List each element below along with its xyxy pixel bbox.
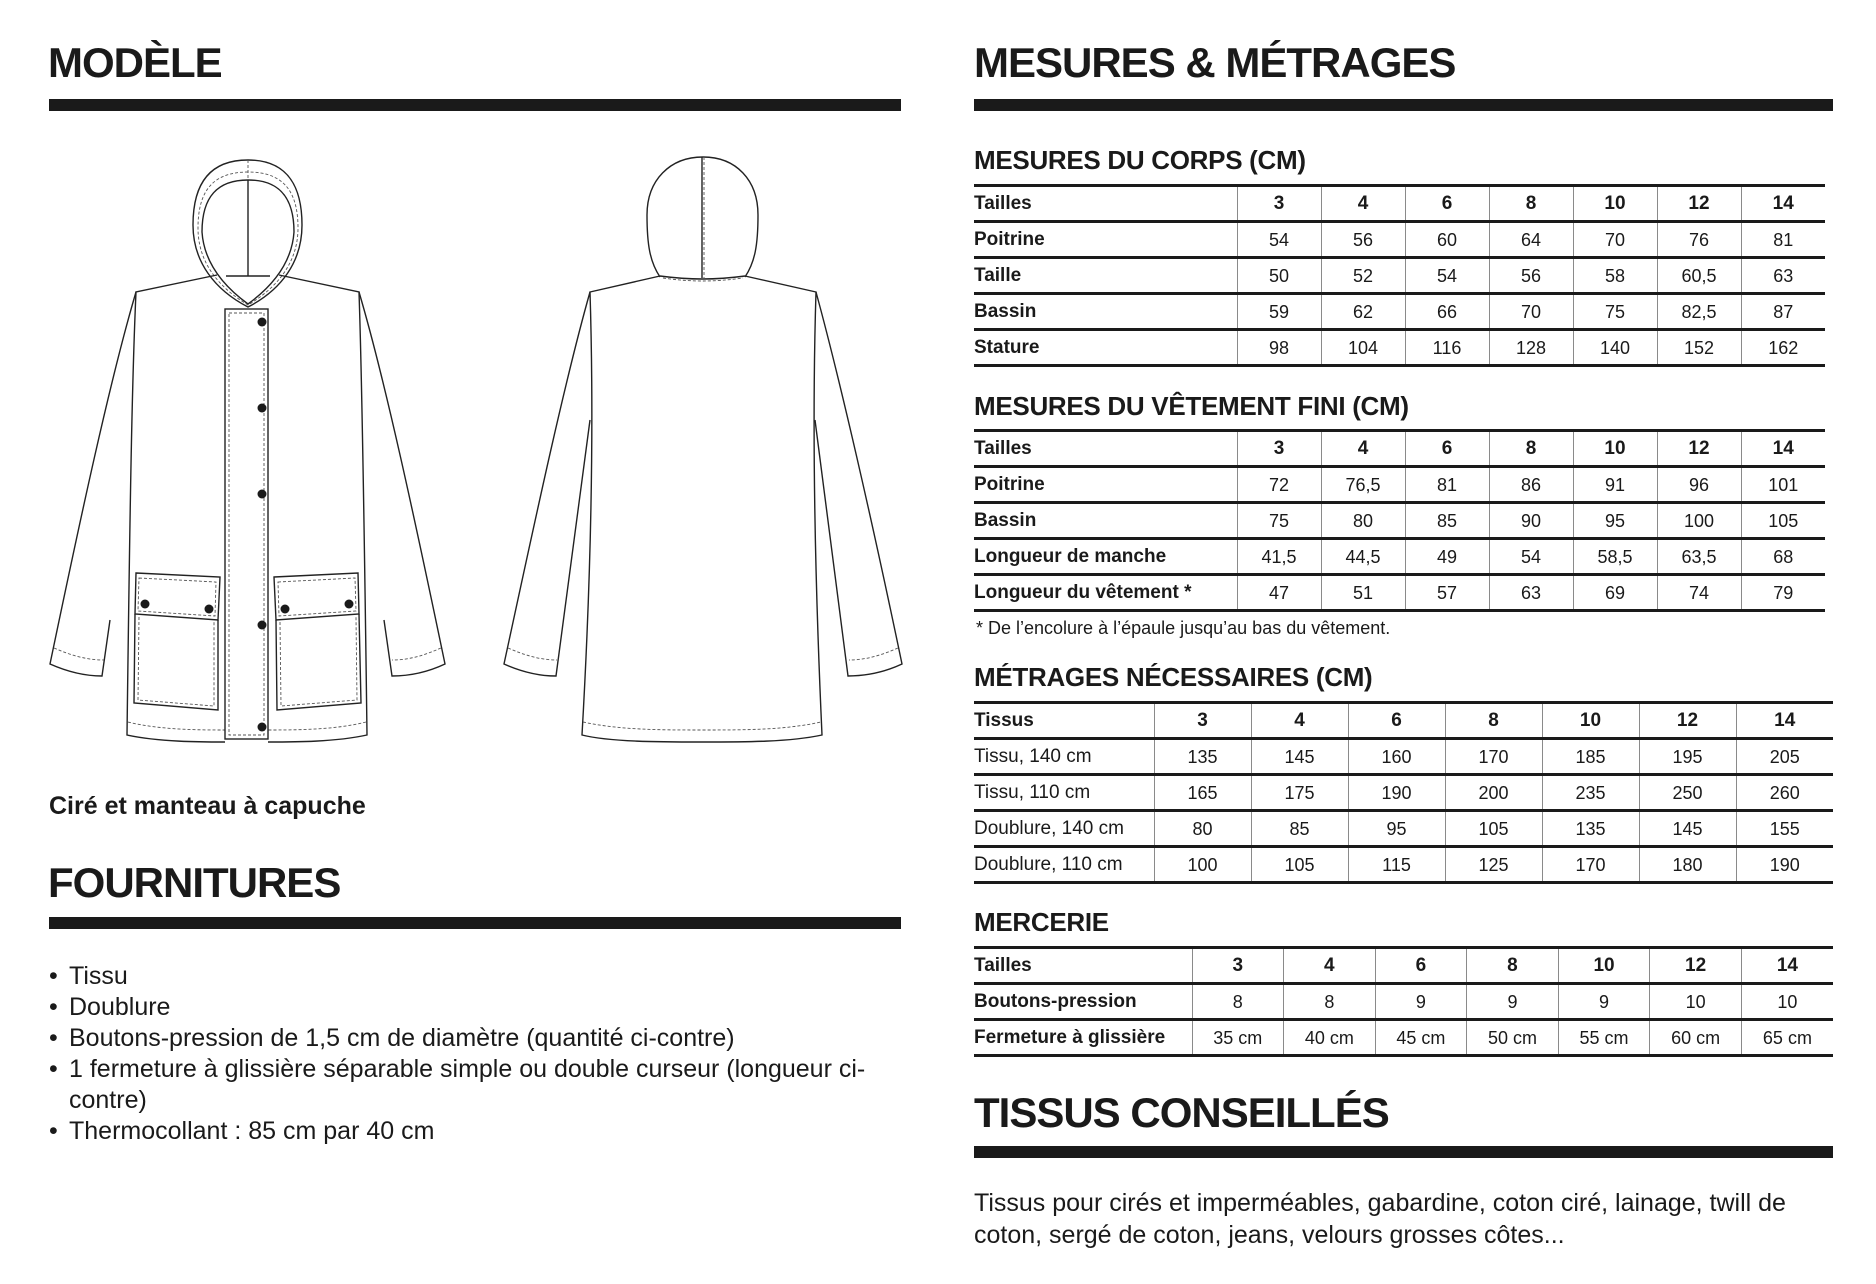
table-cell: 81 [1405, 467, 1489, 503]
notions-title: MERCERIE [974, 907, 1109, 937]
table-cell: 79 [1741, 575, 1825, 611]
section-divider [49, 917, 901, 929]
table-cell: 75 [1237, 503, 1321, 539]
table-cell: 12 [1657, 431, 1741, 467]
table-cell: 87 [1741, 294, 1825, 330]
table-cell: 75 [1573, 294, 1657, 330]
table-header-row [974, 703, 1833, 739]
table-row [974, 258, 1825, 294]
table-row [974, 294, 1825, 330]
table-cell: 62 [1321, 294, 1405, 330]
table-cell: 60 [1405, 222, 1489, 258]
table-cell: 96 [1657, 467, 1741, 503]
row-label: Taille [974, 258, 1237, 294]
row-label: Poitrine [974, 467, 1237, 503]
body-measurements-title: MESURES DU CORPS (CM) [974, 145, 1306, 175]
table-row [974, 467, 1825, 503]
table-cell: 175 [1251, 775, 1348, 811]
table-cell: 14 [1741, 186, 1825, 222]
table-cell: 104 [1321, 330, 1405, 366]
table-cell: 235 [1542, 775, 1639, 811]
table-cell: 9 [1558, 984, 1650, 1020]
table-cell: 105 [1251, 847, 1348, 883]
table-cell: 200 [1445, 775, 1542, 811]
section-divider [49, 99, 901, 111]
table-cell: 125 [1445, 847, 1542, 883]
fabrics-text: Tissus pour cirés et imperméables, gabardine, coton ciré, lainage, twill de coton, sergé de coton, jeans, velours grosses côtes... [974, 1189, 1786, 1249]
table-cell: 10 [1573, 186, 1657, 222]
table-cell: 9 [1375, 984, 1467, 1020]
footnote: * De l’encolure à l’épaule jusqu’au bas du vêtement. [976, 618, 1391, 638]
supplies-item: • Doublure [49, 992, 869, 1023]
table-cell: 105 [1741, 503, 1825, 539]
table-cell: 82,5 [1657, 294, 1741, 330]
snap-button-icon [258, 318, 267, 327]
fabrics-title: TISSUS CONSEILLÉS [974, 1089, 1389, 1136]
table-cell: 10 [1573, 431, 1657, 467]
table-cell: 162 [1741, 330, 1825, 366]
row-label: Tissu, 110 cm [974, 775, 1154, 811]
table-cell: 6 [1405, 186, 1489, 222]
table-cell: 95 [1573, 503, 1657, 539]
table-row [974, 503, 1825, 539]
table-cell: 70 [1573, 222, 1657, 258]
yardage-table [974, 701, 1833, 884]
row-label: Stature [974, 330, 1237, 366]
table-cell: 4 [1284, 948, 1376, 984]
table-cell: 57 [1405, 575, 1489, 611]
table-cell: 128 [1489, 330, 1573, 366]
table-cell: 4 [1321, 431, 1405, 467]
table-cell: 51 [1321, 575, 1405, 611]
table-row [974, 739, 1833, 775]
right-pocket [274, 573, 361, 710]
row-label: Boutons-pression [974, 984, 1192, 1020]
table-row [974, 539, 1825, 575]
table-cell: 8 [1192, 984, 1284, 1020]
table-cell: 40 cm [1284, 1020, 1376, 1056]
placket [225, 309, 268, 739]
table-header-row [974, 948, 1833, 984]
table-row [974, 330, 1825, 366]
table-cell: 100 [1657, 503, 1741, 539]
table-header-row [974, 431, 1825, 467]
table-cell: 170 [1445, 739, 1542, 775]
table-cell: 44,5 [1321, 539, 1405, 575]
row-label: Tailles [974, 431, 1237, 467]
table-cell: 105 [1445, 811, 1542, 847]
front-view-drawing [40, 150, 460, 750]
table-cell: 165 [1154, 775, 1251, 811]
table-header-row [974, 186, 1825, 222]
table-row [974, 984, 1833, 1020]
table-row [974, 847, 1833, 883]
finished-measurements-table [974, 429, 1825, 612]
table-cell: 115 [1348, 847, 1445, 883]
supplies-item: • Thermocollant : 85 cm par 40 cm [49, 1116, 869, 1147]
table-cell: 74 [1657, 575, 1741, 611]
table-cell: 76 [1657, 222, 1741, 258]
row-label: Fermeture à glissière [974, 1020, 1192, 1056]
row-label: Bassin [974, 503, 1237, 539]
table-cell: 58,5 [1573, 539, 1657, 575]
table-cell: 6 [1348, 703, 1445, 739]
table-cell: 54 [1489, 539, 1573, 575]
table-cell: 54 [1405, 258, 1489, 294]
row-label: Bassin [974, 294, 1237, 330]
table-cell: 190 [1348, 775, 1445, 811]
table-row [974, 1020, 1833, 1056]
snap-button-icon [258, 404, 267, 413]
table-row [974, 575, 1825, 611]
table-cell: 155 [1736, 811, 1833, 847]
table-cell: 6 [1375, 948, 1467, 984]
measurements-title: MESURES & MÉTRAGES [974, 39, 1456, 86]
hood [193, 160, 302, 307]
row-label: Longueur du vêtement * [974, 575, 1237, 611]
supplies-title: FOURNITURES [48, 859, 341, 906]
table-cell: 185 [1542, 739, 1639, 775]
table-cell: 54 [1237, 222, 1321, 258]
table-cell: 85 [1251, 811, 1348, 847]
body-measurements-table [974, 184, 1825, 367]
table-cell: 14 [1736, 703, 1833, 739]
table-cell: 100 [1154, 847, 1251, 883]
table-cell: 195 [1639, 739, 1736, 775]
supplies-item: • 1 fermeture à glissière séparable simple ou double curseur (longueur ci-contre) [49, 1054, 869, 1116]
table-cell: 80 [1154, 811, 1251, 847]
table-cell: 135 [1154, 739, 1251, 775]
yardage-title: MÉTRAGES NÉCESSAIRES (CM) [974, 662, 1373, 692]
table-cell: 63 [1741, 258, 1825, 294]
table-cell: 47 [1237, 575, 1321, 611]
table-cell: 250 [1639, 775, 1736, 811]
table-cell: 12 [1650, 948, 1742, 984]
table-cell: 63 [1489, 575, 1573, 611]
table-cell: 14 [1741, 431, 1825, 467]
row-label: Longueur de manche [974, 539, 1237, 575]
table-cell: 180 [1639, 847, 1736, 883]
table-cell: 50 [1237, 258, 1321, 294]
row-label: Tailles [974, 948, 1192, 984]
table-cell: 4 [1251, 703, 1348, 739]
table-cell: 10 [1650, 984, 1742, 1020]
table-row [974, 775, 1833, 811]
table-cell: 69 [1573, 575, 1657, 611]
row-label: Poitrine [974, 222, 1237, 258]
table-cell: 152 [1657, 330, 1741, 366]
table-cell: 6 [1405, 431, 1489, 467]
table-cell: 4 [1321, 186, 1405, 222]
table-cell: 135 [1542, 811, 1639, 847]
table-cell: 10 [1542, 703, 1639, 739]
table-cell: 205 [1736, 739, 1833, 775]
row-label: Doublure, 110 cm [974, 847, 1154, 883]
table-cell: 86 [1489, 467, 1573, 503]
table-cell: 49 [1405, 539, 1489, 575]
table-cell: 3 [1154, 703, 1251, 739]
table-cell: 14 [1741, 948, 1833, 984]
snap-button-icon [258, 490, 267, 499]
table-cell: 190 [1736, 847, 1833, 883]
table-cell: 66 [1405, 294, 1489, 330]
back-view-drawing [490, 150, 910, 750]
table-cell: 60,5 [1657, 258, 1741, 294]
table-cell: 8 [1467, 948, 1559, 984]
table-cell: 72 [1237, 467, 1321, 503]
table-cell: 12 [1639, 703, 1736, 739]
table-cell: 98 [1237, 330, 1321, 366]
table-cell: 116 [1405, 330, 1489, 366]
table-cell: 8 [1489, 186, 1573, 222]
table-cell: 9 [1467, 984, 1559, 1020]
table-cell: 68 [1741, 539, 1825, 575]
row-label: Tissu, 140 cm [974, 739, 1154, 775]
table-cell: 85 [1405, 503, 1489, 539]
table-cell: 60 cm [1650, 1020, 1742, 1056]
table-cell: 8 [1445, 703, 1542, 739]
finished-measurements-title: MESURES DU VÊTEMENT FINI (CM) [974, 391, 1409, 421]
table-cell: 35 cm [1192, 1020, 1284, 1056]
table-cell: 41,5 [1237, 539, 1321, 575]
table-cell: 58 [1573, 258, 1657, 294]
table-cell: 10 [1558, 948, 1650, 984]
table-cell: 145 [1251, 739, 1348, 775]
table-cell: 160 [1348, 739, 1445, 775]
model-title: MODÈLE [48, 39, 222, 86]
section-divider [974, 99, 1833, 111]
table-cell: 59 [1237, 294, 1321, 330]
table-cell: 80 [1321, 503, 1405, 539]
notions-table [974, 946, 1833, 1057]
table-cell: 101 [1741, 467, 1825, 503]
table-cell: 45 cm [1375, 1020, 1467, 1056]
table-cell: 50 cm [1467, 1020, 1559, 1056]
supplies-item: • Boutons-pression de 1,5 cm de diamètre (quantité ci-contre) [49, 1023, 869, 1054]
table-cell: 52 [1321, 258, 1405, 294]
table-cell: 76,5 [1321, 467, 1405, 503]
row-label: Doublure, 140 cm [974, 811, 1154, 847]
table-cell: 70 [1489, 294, 1573, 330]
table-cell: 3 [1237, 186, 1321, 222]
table-row [974, 811, 1833, 847]
table-cell: 64 [1489, 222, 1573, 258]
left-pocket [134, 573, 220, 710]
supplies-list [49, 961, 869, 1147]
section-divider [974, 1146, 1833, 1158]
table-cell: 8 [1284, 984, 1376, 1020]
table-cell: 63,5 [1657, 539, 1741, 575]
table-cell: 3 [1237, 431, 1321, 467]
table-row [974, 222, 1825, 258]
table-cell: 55 cm [1558, 1020, 1650, 1056]
table-cell: 10 [1741, 984, 1833, 1020]
supplies-item: • Tissu [49, 961, 869, 992]
table-cell: 260 [1736, 775, 1833, 811]
table-cell: 81 [1741, 222, 1825, 258]
table-cell: 90 [1489, 503, 1573, 539]
table-cell: 56 [1321, 222, 1405, 258]
row-label: Tissus [974, 703, 1154, 739]
snap-button-icon [258, 621, 267, 630]
snap-button-icon [258, 723, 267, 732]
table-cell: 65 cm [1741, 1020, 1833, 1056]
table-cell: 12 [1657, 186, 1741, 222]
table-cell: 170 [1542, 847, 1639, 883]
row-label: Tailles [974, 186, 1237, 222]
model-caption: Ciré et manteau à capuche [49, 792, 366, 820]
body [50, 275, 445, 742]
table-cell: 95 [1348, 811, 1445, 847]
table-cell: 8 [1489, 431, 1573, 467]
table-cell: 56 [1489, 258, 1573, 294]
table-cell: 145 [1639, 811, 1736, 847]
table-cell: 91 [1573, 467, 1657, 503]
table-cell: 140 [1573, 330, 1657, 366]
table-cell: 3 [1192, 948, 1284, 984]
